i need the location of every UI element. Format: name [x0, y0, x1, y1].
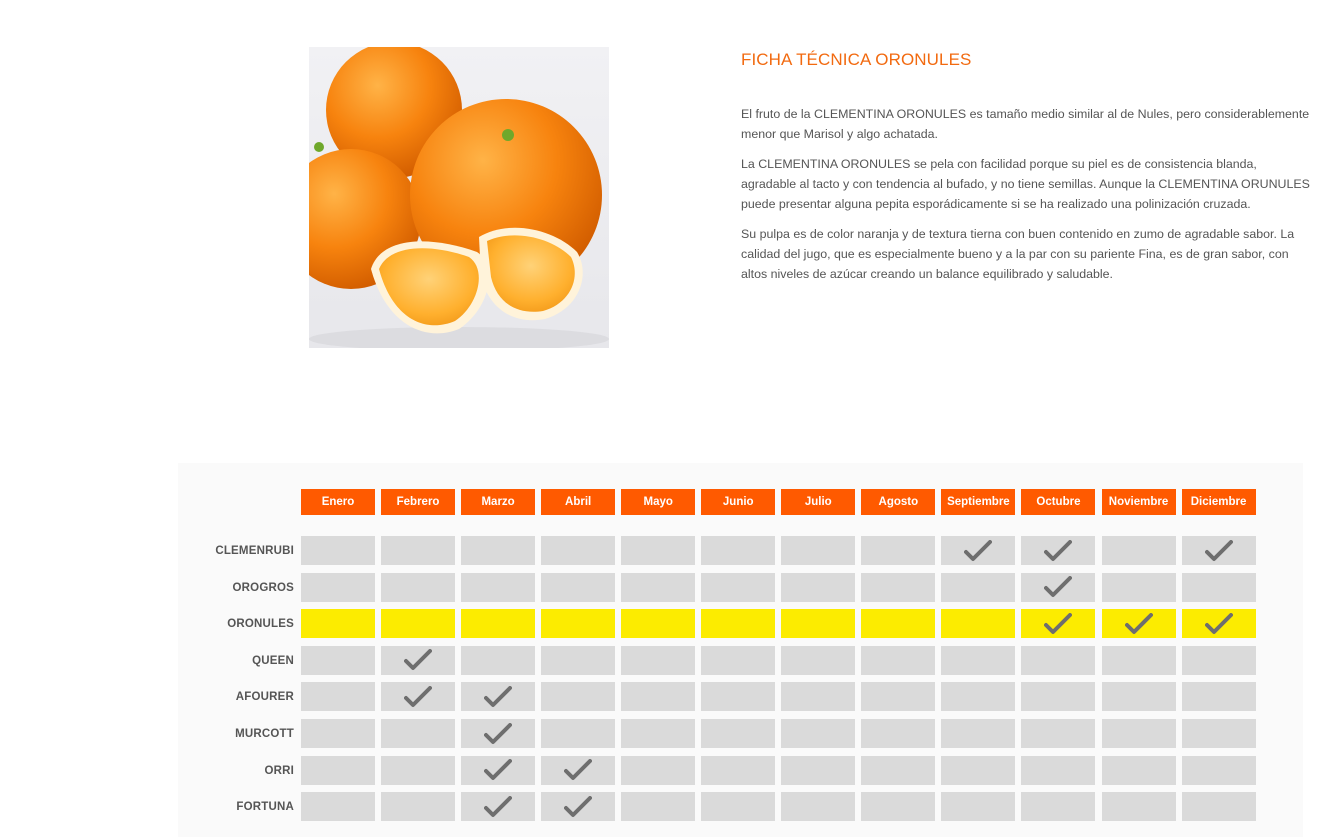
calendar-cell: [941, 792, 1015, 821]
calendar-cell: [1021, 609, 1095, 638]
calendar-cell: [381, 756, 455, 785]
variety-label-queen: QUEEN: [252, 654, 294, 667]
calendar-cell: [941, 573, 1015, 602]
page-title: FICHA TÉCNICA ORONULES: [741, 50, 972, 69]
calendar-cell: [381, 646, 455, 675]
month-header-abril: Abril: [541, 489, 615, 515]
calendar-cell: [941, 682, 1015, 711]
month-header-diciembre: Diciembre: [1182, 489, 1256, 515]
calendar-cell: [1021, 756, 1095, 785]
calendar-cell: [301, 682, 375, 711]
calendar-cell: [541, 646, 615, 675]
variety-label-clemenrubi: CLEMENRUBI: [215, 545, 294, 557]
calendar-cell: [1102, 719, 1176, 748]
calendar-cell: [1182, 536, 1256, 565]
check-icon: [404, 686, 432, 708]
calendar-cell: [1102, 756, 1176, 785]
calendar-cell: [701, 536, 775, 565]
calendar-cell: [301, 646, 375, 675]
calendar-cell: [701, 646, 775, 675]
calendar-cell: [701, 719, 775, 748]
calendar-cell: [1021, 536, 1095, 565]
check-icon: [964, 540, 992, 562]
check-icon: [484, 796, 512, 818]
calendar-cell: [701, 573, 775, 602]
calendar-cell: [541, 719, 615, 748]
calendar-cell: [1021, 646, 1095, 675]
calendar-cell: [461, 609, 535, 638]
month-header-mayo: Mayo: [621, 489, 695, 515]
calendar-cell: [461, 536, 535, 565]
calendar-cell: [621, 719, 695, 748]
calendar-cell: [301, 756, 375, 785]
calendar-cell: [941, 756, 1015, 785]
calendar-cell: [1021, 719, 1095, 748]
calendar-cell: [541, 756, 615, 785]
calendar-cell: [1102, 573, 1176, 602]
check-icon: [404, 649, 432, 671]
calendar-cell: [621, 536, 695, 565]
calendar-cell: [861, 573, 935, 602]
check-icon: [1205, 540, 1233, 562]
calendar-cell: [1182, 756, 1256, 785]
calendar-cell: [381, 682, 455, 711]
calendar-cell: [781, 646, 855, 675]
calendar-cell: [1182, 646, 1256, 675]
check-icon: [1044, 613, 1072, 635]
variety-label-orri: ORRI: [264, 764, 294, 777]
check-icon: [484, 686, 512, 708]
check-icon: [564, 796, 592, 818]
description-paragraph: El fruto de la CLEMENTINA ORONULES es tamaño medio similar al de Nules, pero considerablemente menor que Marisol y algo achatada.: [741, 107, 1310, 141]
check-icon: [484, 723, 512, 745]
calendar-cell: [861, 646, 935, 675]
calendar-cell: [941, 609, 1015, 638]
calendar-cell: [1102, 682, 1176, 711]
calendar-cell: [781, 756, 855, 785]
variety-label-murcott: MURCOTT: [235, 728, 294, 740]
description-paragraph: La CLEMENTINA ORONULES se pela con facilidad porque su piel es de consistencia blanda, agradable al tacto y con tendencia al bufado, y no tiene semillas. Aunque la CLEMENTINA ORUNULES puede presentar alguna pepita esporádicamente si se ha realizado una polinización cruzada.: [741, 157, 1310, 211]
calendar-cell: [941, 719, 1015, 748]
calendar-cell: [781, 682, 855, 711]
calendar-cell: [781, 609, 855, 638]
calendar-cell: [381, 536, 455, 565]
calendar-cell: [1182, 792, 1256, 821]
calendar-cell: [621, 609, 695, 638]
calendar-cell: [781, 719, 855, 748]
calendar-cell: [621, 646, 695, 675]
calendar-cell: [1182, 573, 1256, 602]
month-header-octubre: Octubre: [1021, 489, 1095, 515]
calendar-cell: [541, 609, 615, 638]
calendar-cell: [861, 682, 935, 711]
calendar-cell: [701, 682, 775, 711]
calendar-cell: [461, 792, 535, 821]
calendar-cell: [781, 573, 855, 602]
calendar-cell: [461, 573, 535, 602]
variety-label-oronules: ORONULES: [227, 618, 294, 631]
calendar-cell: [941, 646, 1015, 675]
check-icon: [484, 759, 512, 781]
calendar-cell: [861, 536, 935, 565]
calendar-cell: [701, 756, 775, 785]
calendar-cell: [381, 792, 455, 821]
calendar-cell: [1102, 792, 1176, 821]
calendar-cell: [701, 609, 775, 638]
harvest-calendar: [178, 463, 1303, 837]
calendar-cell: [1021, 682, 1095, 711]
month-header-septiembre: Septiembre: [941, 489, 1015, 515]
check-icon: [1125, 613, 1153, 635]
variety-label-orogros: OROGROS: [232, 581, 294, 594]
calendar-cell: [781, 792, 855, 821]
check-icon: [564, 759, 592, 781]
calendar-cell: [541, 573, 615, 602]
calendar-cell: [381, 719, 455, 748]
calendar-cell: [1182, 682, 1256, 711]
month-header-agosto: Agosto: [861, 489, 935, 515]
month-header-junio: Junio: [701, 489, 775, 515]
product-image: [309, 47, 609, 348]
calendar-cell: [461, 719, 535, 748]
calendar-cell: [301, 573, 375, 602]
calendar-cell: [301, 719, 375, 748]
calendar-cell: [381, 573, 455, 602]
check-icon: [1044, 540, 1072, 562]
month-header-enero: Enero: [301, 489, 375, 515]
calendar-cell: [1102, 609, 1176, 638]
calendar-cell: [1182, 609, 1256, 638]
calendar-cell: [541, 536, 615, 565]
calendar-cell: [1021, 792, 1095, 821]
calendar-cell: [621, 682, 695, 711]
calendar-cell: [301, 792, 375, 821]
calendar-cell: [861, 756, 935, 785]
calendar-cell: [541, 792, 615, 821]
variety-label-afourer: AFOURER: [235, 691, 294, 704]
product-description: [741, 104, 1311, 294]
calendar-cell: [621, 756, 695, 785]
check-icon: [1205, 613, 1233, 635]
check-icon: [1044, 576, 1072, 598]
calendar-cell: [461, 756, 535, 785]
calendar-cell: [301, 536, 375, 565]
calendar-cell: [1102, 646, 1176, 675]
calendar-cell: [381, 609, 455, 638]
clementines-illustration: [309, 47, 609, 348]
calendar-cell: [461, 646, 535, 675]
calendar-cell: [621, 792, 695, 821]
calendar-cell: [781, 536, 855, 565]
calendar-cell: [1102, 536, 1176, 565]
calendar-cell: [861, 719, 935, 748]
description-paragraph: Su pulpa es de color naranja y de textura tierna con buen contenido en zumo de agradable sabor. La calidad del jugo, que es especialmente bueno y a la par con su pariente Fina, es de gran sabor, con altos niveles de azúcar creando un balance equilibrado y saludable.: [741, 227, 1295, 281]
month-header-marzo: Marzo: [461, 489, 535, 515]
calendar-cell: [861, 609, 935, 638]
calendar-cell: [461, 682, 535, 711]
calendar-cell: [1021, 573, 1095, 602]
variety-label-fortuna: FORTUNA: [236, 801, 294, 814]
month-header-noviembre: Noviembre: [1102, 489, 1176, 515]
month-header-febrero: Febrero: [381, 489, 455, 515]
calendar-cell: [941, 536, 1015, 565]
calendar-cell: [1182, 719, 1256, 748]
calendar-cell: [701, 792, 775, 821]
month-header-julio: Julio: [781, 489, 855, 515]
calendar-cell: [861, 792, 935, 821]
calendar-cell: [621, 573, 695, 602]
calendar-cell: [541, 682, 615, 711]
calendar-cell: [301, 609, 375, 638]
